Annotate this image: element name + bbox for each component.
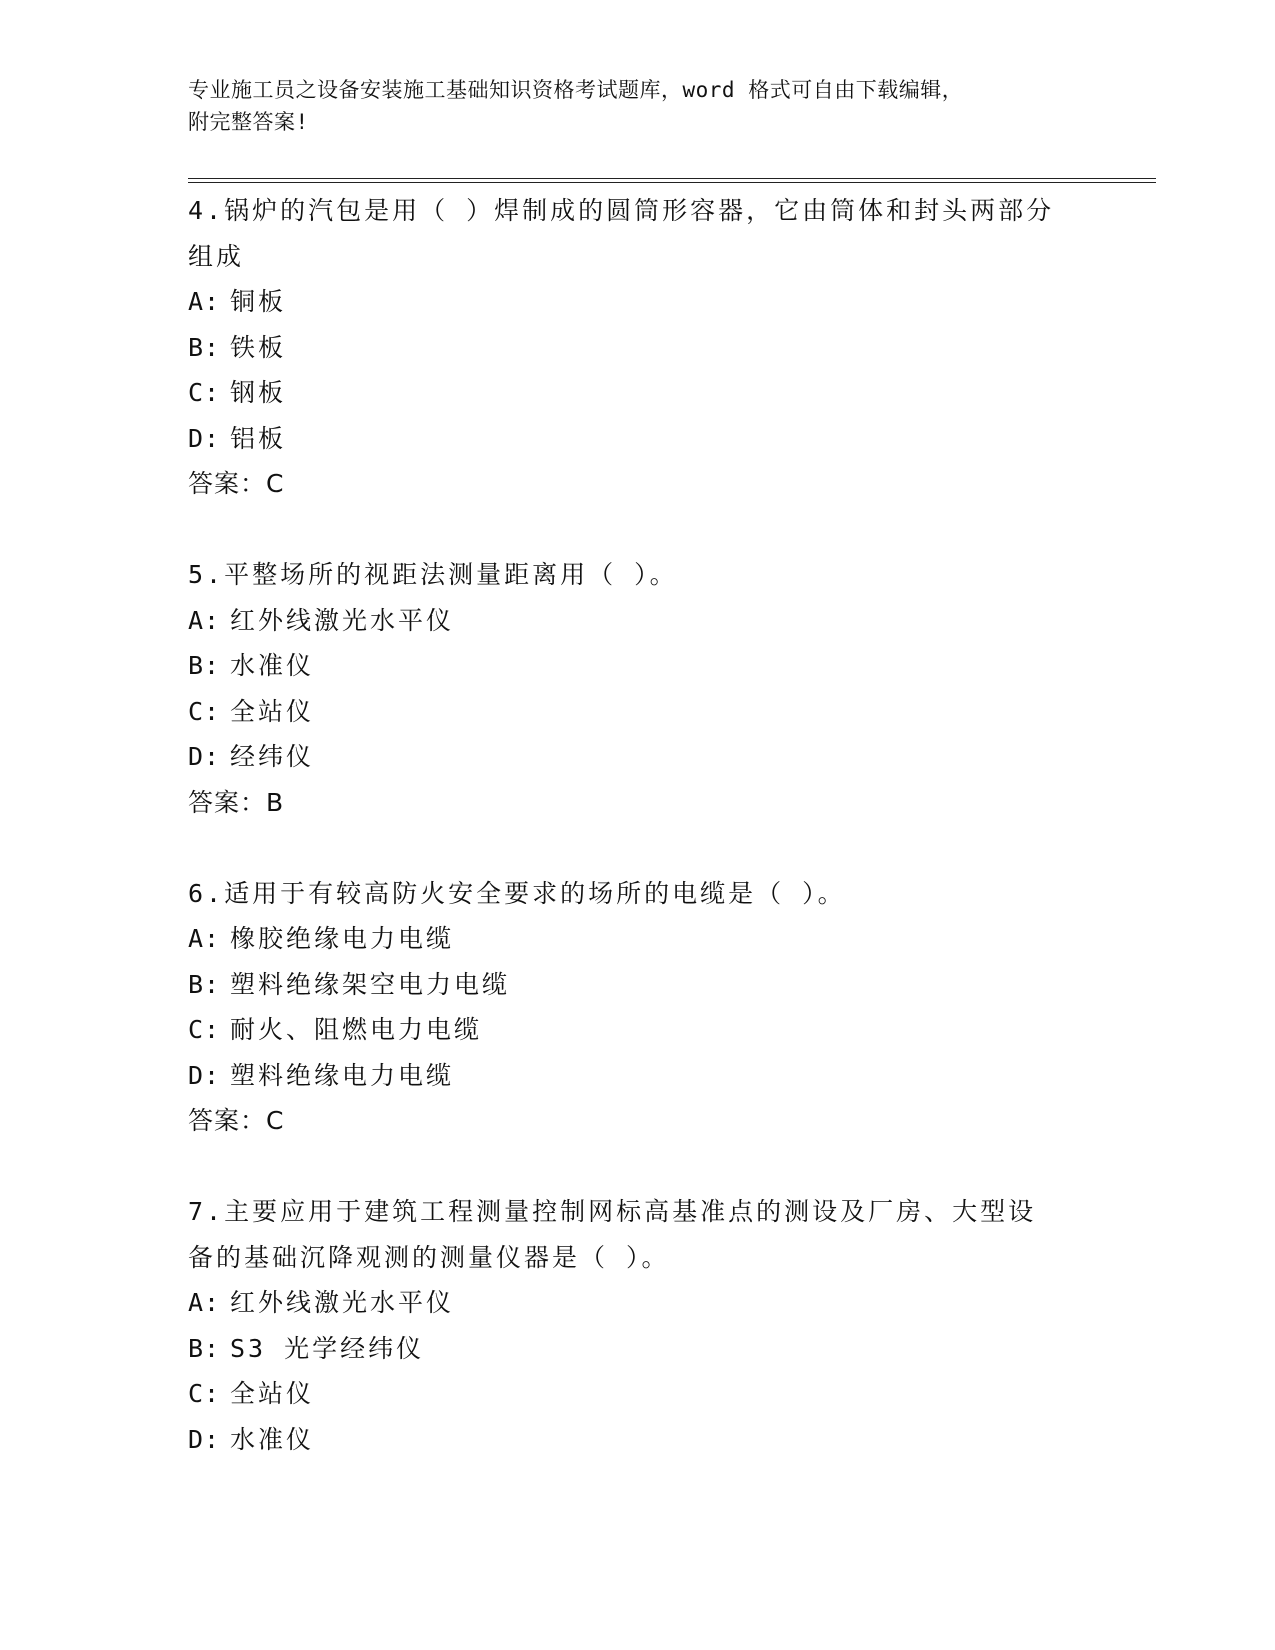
option-letter: B:	[188, 651, 221, 680]
option-text: 钢板	[230, 378, 287, 407]
option-letter: A:	[188, 287, 221, 316]
option-a	[188, 598, 1088, 644]
question-7	[188, 1189, 1088, 1462]
option-letter: D:	[188, 423, 221, 453]
question-list	[188, 188, 1088, 1462]
question-stem-continued: 组成	[188, 241, 245, 271]
answer-line: 答案：C	[188, 469, 285, 498]
option-text: 红外线激光水平仪	[230, 1288, 455, 1317]
option-d	[188, 734, 1088, 780]
option-b	[188, 643, 1088, 689]
header-line-2: 附完整答案!	[188, 110, 309, 134]
option-letter: A:	[188, 924, 221, 953]
option-d	[188, 416, 1088, 462]
question-4	[188, 188, 1088, 507]
option-letter: D:	[188, 1060, 221, 1090]
option-letter: B:	[188, 332, 221, 362]
option-letter: A:	[188, 1288, 221, 1317]
option-text: 水准仪	[230, 651, 315, 680]
question-stem: 7.主要应用于建筑工程测量控制网标高基准点的测设及厂房、大型设	[188, 1197, 1037, 1226]
answer-line: 答案：C	[188, 1106, 285, 1135]
option-text: S3 光学经纬仪	[230, 1333, 425, 1363]
question-stem: 6.适用于有较高防火安全要求的场所的电缆是（ ）。	[188, 878, 846, 908]
option-text: 塑料绝缘电力电缆	[230, 1060, 455, 1090]
option-text: 铜板	[230, 287, 287, 316]
option-text: 塑料绝缘架空电力电缆	[230, 969, 511, 999]
question-stem-continued: 备的基础沉降观测的测量仪器是（ ）。	[188, 1242, 670, 1272]
option-b	[188, 325, 1088, 371]
header-divider-bottom	[188, 182, 1156, 183]
header-divider-top	[188, 178, 1156, 179]
option-letter: C:	[188, 1015, 221, 1044]
option-a	[188, 916, 1088, 962]
option-text: 铁板	[230, 332, 287, 362]
option-text: 耐火、阻燃电力电缆	[230, 1015, 483, 1044]
option-c	[188, 1007, 1088, 1053]
option-letter: C:	[188, 696, 221, 726]
question-stem: 5.平整场所的视距法测量距离用（ ）。	[188, 560, 678, 589]
question-6	[188, 871, 1088, 1144]
option-text: 橡胶绝缘电力电缆	[230, 924, 455, 953]
option-letter: B:	[188, 969, 221, 999]
question-5	[188, 552, 1088, 825]
option-letter: D:	[188, 1424, 221, 1454]
header-line-1: 专业施工员之设备安装施工基础知识资格考试题库，word 格式可自由下载编辑，	[188, 78, 964, 102]
option-text: 全站仪	[230, 1379, 315, 1408]
option-d	[188, 1053, 1088, 1099]
option-d	[188, 1417, 1088, 1463]
option-letter: C:	[188, 378, 221, 407]
question-spacer	[188, 825, 1088, 871]
option-text: 经纬仪	[230, 742, 315, 771]
option-a	[188, 279, 1088, 325]
document-header	[188, 74, 1068, 138]
option-text: 铝板	[230, 423, 287, 453]
option-c	[188, 689, 1088, 735]
question-stem: 4.锅炉的汽包是用（ ）焊制成的圆筒形容器，它由筒体和封头两部分	[188, 196, 1055, 225]
option-a	[188, 1280, 1088, 1326]
question-spacer	[188, 1144, 1088, 1190]
option-letter: B:	[188, 1333, 221, 1363]
option-letter: C:	[188, 1379, 221, 1408]
option-text: 红外线激光水平仪	[230, 605, 455, 635]
option-letter: A:	[188, 605, 221, 635]
question-spacer	[188, 507, 1088, 553]
option-c	[188, 1371, 1088, 1417]
option-b	[188, 962, 1088, 1008]
answer-line: 答案：B	[188, 787, 285, 817]
option-letter: D:	[188, 742, 221, 771]
option-b	[188, 1326, 1088, 1372]
option-c	[188, 370, 1088, 416]
option-text: 水准仪	[230, 1424, 315, 1454]
option-text: 全站仪	[230, 696, 315, 726]
